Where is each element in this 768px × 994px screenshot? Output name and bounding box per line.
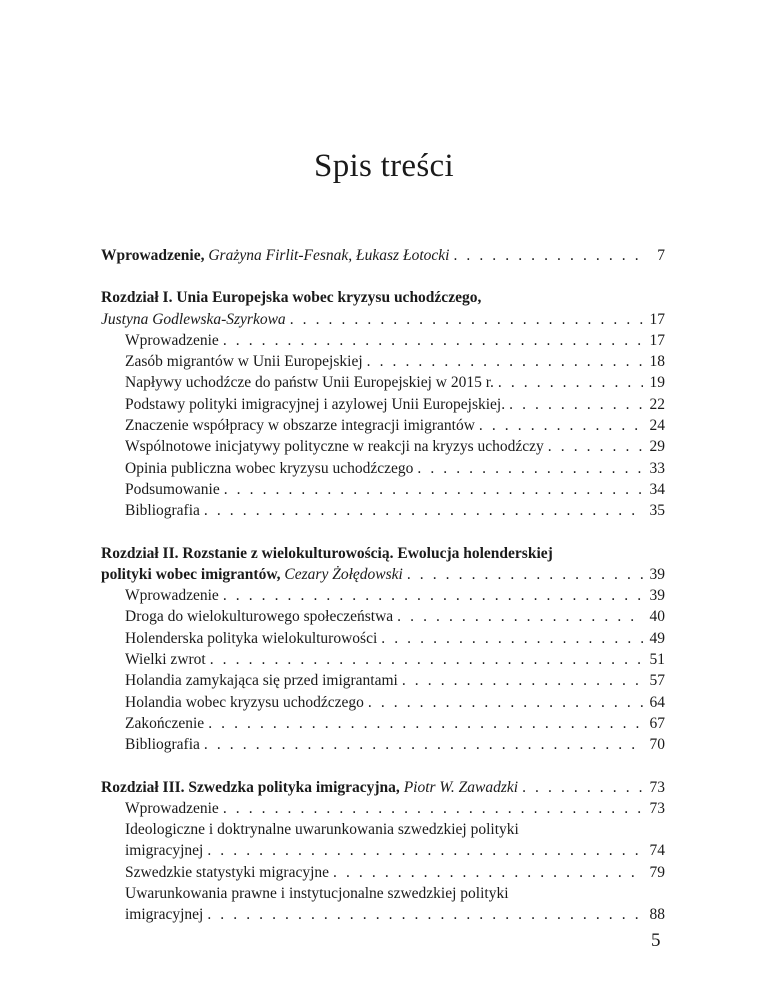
toc-entry-intro[interactable] — [101, 245, 665, 266]
toc-entry[interactable]: Wprowadzenie . . . 17 — [101, 330, 665, 351]
toc-entry-title — [101, 777, 518, 798]
leader-dots — [479, 415, 643, 436]
intro-authors: Grażyna Firlit-Fesnak, Łukasz Łotocki — [208, 247, 450, 264]
leader-dots — [223, 798, 643, 819]
toc-page-number: 17 — [649, 310, 665, 328]
chapter-2-heading: Rozdział II. Rozstanie z wielokulturowością. Ewolucja holenderskiej — [101, 544, 553, 562]
toc-page-number: 73 — [649, 778, 665, 796]
page-number: 5 — [651, 930, 661, 951]
toc-entry-title-line[interactable]: Ideologiczne i doktrynalne uwarunkowania szwedzkiej polityki — [125, 821, 519, 839]
leader-dots — [381, 628, 643, 649]
toc-entry[interactable]: Bibliografia . . . 70 — [101, 734, 665, 755]
toc-entry[interactable]: Droga do wielokulturowego społeczeństwa . . . 40 — [101, 606, 665, 627]
toc-entry[interactable]: Wielki zwrot . . . 51 — [101, 649, 665, 670]
toc-entry[interactable]: Szwedzkie statystyki migracyjne . . . 79 — [101, 862, 665, 883]
toc-chapter-3 — [101, 777, 665, 926]
leader-dots — [224, 479, 643, 500]
leader-dots — [402, 670, 643, 691]
toc-page-number: 7 — [657, 247, 665, 264]
leader-dots — [548, 436, 643, 457]
toc-entry-chapter-3[interactable] — [101, 777, 665, 798]
toc-entry-title-line[interactable]: Uwarunkowania prawne i instytucjonalne szwedzkiej polityki — [125, 885, 509, 903]
leader-dots — [368, 692, 643, 713]
chapter-1-heading: Rozdział I. Unia Europejska wobec kryzysu uchodźczego, — [101, 289, 482, 307]
leader-dots — [207, 904, 643, 925]
toc-entry[interactable]: imigracyjnej . . . 88 — [101, 904, 665, 925]
leader-dots — [204, 734, 643, 755]
leader-dots — [223, 330, 643, 351]
leader-dots — [417, 458, 643, 479]
leader-dots — [453, 245, 643, 266]
chapter-1-author: Justyna Godlewska-Szyrkowa — [101, 310, 286, 328]
toc-entry[interactable]: Podsumowanie . . . 34 — [101, 479, 665, 500]
leader-dots — [407, 564, 643, 585]
toc-entry[interactable]: Opinia publiczna wobec kryzysu uchodźczego . . . 33 — [101, 458, 665, 479]
chapter-3-author: Piotr W. Zawadzki — [403, 778, 519, 796]
toc-entry-title: polityki wobec imigrantów, Cezary Żołędowski — [101, 565, 403, 583]
page-title: Spis treści — [314, 148, 454, 184]
toc-entry-chapter-2[interactable] — [101, 564, 665, 585]
toc-entry[interactable]: Wprowadzenie . . . 39 — [101, 585, 665, 606]
toc-entry[interactable]: Napływy uchodźcze do państw Unii Europejskiej w 2015 r. . . . 19 — [101, 372, 665, 393]
toc-entry[interactable]: Holenderska polityka wielokulturowości . . . 49 — [101, 628, 665, 649]
toc-entry-title — [101, 245, 449, 266]
toc-entry[interactable]: Zasób migrantów w Unii Europejskiej . . . 18 — [101, 351, 665, 372]
toc-entry[interactable]: Holandia zamykająca się przed imigrantami . . . 57 — [101, 670, 665, 691]
toc-chapter-1 — [101, 287, 665, 521]
toc-intro — [101, 245, 665, 266]
leader-dots — [223, 585, 643, 606]
leader-dots — [397, 606, 643, 627]
leader-dots — [208, 713, 643, 734]
leader-dots — [522, 777, 643, 798]
toc-entry[interactable]: imigracyjnej . . . 74 — [101, 840, 665, 861]
toc-entry-chapter-1[interactable] — [101, 309, 665, 330]
toc-page-number: 39 — [649, 565, 665, 583]
leader-dots — [367, 351, 643, 372]
toc-entry[interactable]: Wprowadzenie . . . 73 — [101, 798, 665, 819]
toc-entry[interactable]: Bibliografia . . . 35 — [101, 500, 665, 521]
leader-dots — [509, 394, 643, 415]
leader-dots — [498, 372, 643, 393]
toc-entry-title — [101, 309, 286, 330]
leader-dots — [207, 840, 643, 861]
intro-label: Wprowadzenie, — [101, 247, 205, 264]
toc-entry[interactable]: Znaczenie współpracy w obszarze integracji imigrantów . . . 24 — [101, 415, 665, 436]
toc-entry[interactable]: Holandia wobec kryzysu uchodźczego . . . 64 — [101, 692, 665, 713]
leader-dots — [204, 500, 643, 521]
chapter-3-heading: Rozdział III. Szwedzka polityka imigracyjna, — [101, 778, 400, 796]
leader-dots — [333, 862, 643, 883]
toc-entry[interactable]: Zakończenie . . . 67 — [101, 713, 665, 734]
chapter-2-author: Cezary Żołędowski — [284, 565, 403, 583]
toc-entry[interactable]: Podstawy polityki imigracyjnej i azylowej Unii Europejskiej. . . . 22 — [101, 394, 665, 415]
table-of-contents — [101, 245, 665, 947]
toc-chapter-2 — [101, 543, 665, 756]
leader-dots — [290, 309, 643, 330]
toc-entry[interactable]: Wspólnotowe inicjatywy polityczne w reakcji na kryzys uchodźczy . . . 29 — [101, 436, 665, 457]
leader-dots — [210, 649, 643, 670]
